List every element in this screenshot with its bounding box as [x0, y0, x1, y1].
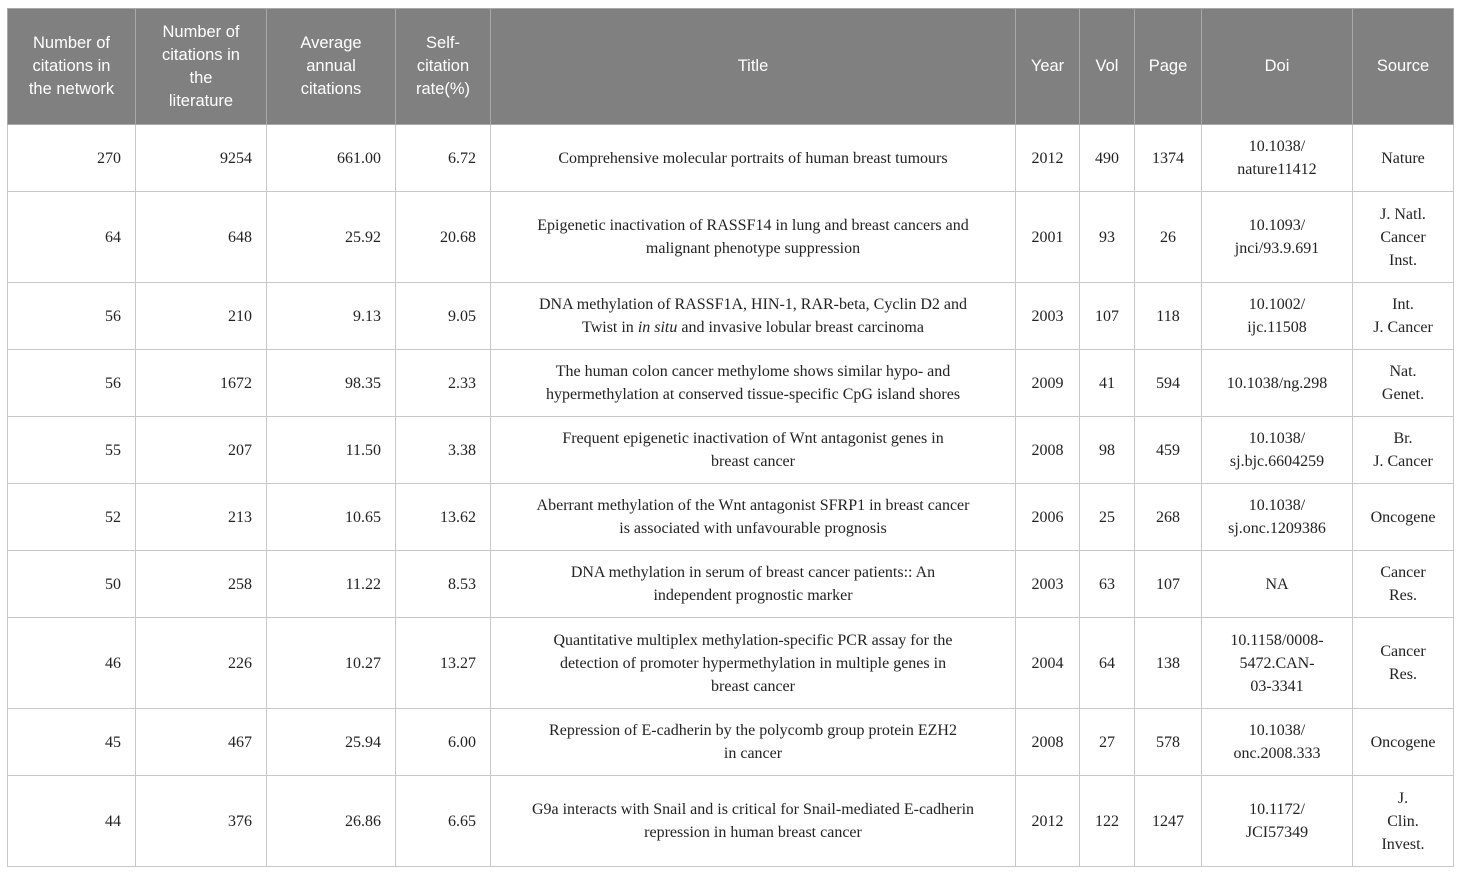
- doi-cell-line: ijc.11508: [1247, 319, 1307, 336]
- header-line: Year: [1030, 57, 1065, 75]
- title-segment: and invasive lobular breast carcinoma: [677, 319, 924, 336]
- average-annual-cell: 26.86: [267, 776, 396, 867]
- year-cell: 2012: [1016, 776, 1080, 867]
- title-cell: [491, 125, 1016, 192]
- title-segment: detection of promoter hypermethylation in multiple genes in: [559, 654, 947, 672]
- network-citations-cell: 56: [8, 350, 136, 417]
- header-page: [1135, 9, 1202, 125]
- literature-citations-cell: 226: [136, 618, 267, 709]
- title-cell: [491, 618, 1016, 709]
- header-self-citation-rate: [396, 9, 491, 125]
- table-row: [8, 192, 1454, 283]
- table-row: [8, 283, 1454, 350]
- title-segment: hypermethylation at conserved tissue-specific CpG island shores: [545, 386, 961, 403]
- header-year: [1016, 9, 1080, 125]
- year-cell: 2009: [1016, 350, 1080, 417]
- network-citations-cell: 270: [8, 125, 136, 192]
- header-source: [1353, 9, 1454, 125]
- title-segment: breast cancer: [711, 677, 795, 695]
- year-cell: 2001: [1016, 192, 1080, 283]
- header-line: Number of: [162, 22, 240, 41]
- doi-cell-line: NA: [1265, 575, 1289, 593]
- literature-citations-cell: 467: [136, 709, 267, 776]
- vol-cell: 25: [1080, 484, 1135, 551]
- header-line: Self-: [426, 34, 460, 52]
- header-line: Average: [300, 34, 362, 52]
- network-citations-cell: 56: [8, 283, 136, 350]
- title-segment: Repression of E-cadherin by the polycomb group protein EZH2: [549, 722, 957, 739]
- header-line: literature: [168, 91, 234, 110]
- title-line: [509, 316, 997, 339]
- doi-cell: [1202, 125, 1353, 192]
- doi-cell: [1202, 484, 1353, 551]
- literature-citations-cell: 213: [136, 484, 267, 551]
- table-row: [8, 776, 1454, 867]
- source-cell-line: Cancer: [1380, 643, 1426, 660]
- title-line: [509, 517, 997, 540]
- source-cell-line: Res.: [1389, 666, 1417, 683]
- doi-cell-line: 10.1038/: [1248, 497, 1306, 514]
- source-cell-line: Inst.: [1389, 251, 1417, 269]
- network-citations-cell: 52: [8, 484, 136, 551]
- vol-cell: 490: [1080, 125, 1135, 192]
- page-cell: 1374: [1135, 125, 1202, 192]
- title-line: [509, 719, 997, 742]
- title-cell: [491, 551, 1016, 618]
- source-cell-line: J.: [1397, 789, 1409, 807]
- table-row: [8, 125, 1454, 192]
- source-cell: [1353, 484, 1454, 551]
- source-cell: [1353, 417, 1454, 484]
- source-cell-line: J. Cancer: [1373, 453, 1433, 470]
- vol-cell: 93: [1080, 192, 1135, 283]
- source-cell-line: Int.: [1392, 296, 1414, 313]
- year-cell: 2008: [1016, 709, 1080, 776]
- title-segment: Frequent epigenetic inactivation of Wnt antagonist genes in: [562, 430, 944, 447]
- source-cell-line: J. Cancer: [1373, 319, 1433, 336]
- header-line: the: [189, 68, 213, 87]
- doi-cell-line: nature11412: [1237, 161, 1317, 178]
- average-annual-cell: 661.00: [267, 125, 396, 192]
- self-citation-rate-cell: 6.00: [396, 709, 491, 776]
- doi-cell: [1202, 618, 1353, 709]
- header-row: [8, 9, 1454, 125]
- doi-cell-line: jnci/93.9.691: [1234, 240, 1320, 257]
- doi-cell: [1202, 283, 1353, 350]
- title-line: [509, 494, 997, 517]
- source-cell-line: Br.: [1393, 430, 1413, 447]
- title-line: [509, 450, 997, 473]
- title-italic-segment: in situ: [637, 319, 678, 336]
- vol-cell: 63: [1080, 551, 1135, 618]
- title-segment: DNA methylation of RASSF1A, HIN-1, RAR-beta, Cyclin D2 and: [539, 296, 967, 313]
- average-annual-cell: 25.94: [267, 709, 396, 776]
- title-line: [509, 383, 997, 406]
- title-line: [509, 652, 997, 675]
- header-line: citation: [416, 57, 470, 75]
- title-line: [509, 214, 997, 237]
- title-cell: [491, 776, 1016, 867]
- title-line: [509, 629, 997, 652]
- header-line: Page: [1148, 57, 1188, 75]
- doi-cell: [1202, 417, 1353, 484]
- title-segment: The human colon cancer methylome shows similar hypo- and: [555, 363, 951, 380]
- source-cell: [1353, 283, 1454, 350]
- source-cell-line: J. Natl.: [1380, 205, 1426, 223]
- doi-cell-line: JCI57349: [1245, 824, 1309, 841]
- doi-cell-line: sj.onc.1209386: [1228, 520, 1326, 537]
- network-citations-cell: 55: [8, 417, 136, 484]
- title-line: [509, 675, 997, 698]
- vol-cell: 107: [1080, 283, 1135, 350]
- network-citations-cell: 64: [8, 192, 136, 283]
- source-cell: [1353, 709, 1454, 776]
- doi-cell-line: 5472.CAN-: [1239, 654, 1315, 672]
- header-line: annual: [306, 57, 356, 75]
- source-cell: [1353, 776, 1454, 867]
- header-line: the network: [28, 80, 115, 98]
- title-cell: [491, 192, 1016, 283]
- header-literature-citations: [136, 9, 267, 125]
- self-citation-rate-cell: 13.27: [396, 618, 491, 709]
- average-annual-cell: 9.13: [267, 283, 396, 350]
- title-segment: Aberrant methylation of the Wnt antagonist SFRP1 in breast cancer: [536, 497, 970, 514]
- literature-citations-cell: 258: [136, 551, 267, 618]
- title-segment: in cancer: [723, 745, 783, 762]
- doi-cell-line: 10.1158/0008-: [1230, 631, 1324, 649]
- table-row: [8, 618, 1454, 709]
- table-row: [8, 417, 1454, 484]
- title-segment: is associated with unfavourable prognosis: [619, 520, 887, 537]
- vol-cell: 64: [1080, 618, 1135, 709]
- source-cell: [1353, 618, 1454, 709]
- source-cell-line: Genet.: [1381, 386, 1425, 403]
- literature-citations-cell: 9254: [136, 125, 267, 192]
- source-cell-line: Cancer: [1380, 228, 1426, 246]
- source-cell-line: Oncogene: [1370, 508, 1436, 526]
- source-cell-line: Cancer: [1380, 564, 1426, 581]
- year-cell: 2006: [1016, 484, 1080, 551]
- self-citation-rate-cell: 9.05: [396, 283, 491, 350]
- title-line: [509, 821, 997, 844]
- title-line: [509, 360, 997, 383]
- header-line: citations in: [162, 45, 240, 64]
- table-row: [8, 484, 1454, 551]
- doi-cell-line: 10.1038/: [1248, 138, 1306, 155]
- page-cell: 138: [1135, 618, 1202, 709]
- header-line: Source: [1376, 57, 1430, 75]
- header-line: citations: [300, 80, 362, 98]
- title-segment: repression in human breast cancer: [644, 824, 862, 841]
- year-cell: 2008: [1016, 417, 1080, 484]
- title-cell: [491, 350, 1016, 417]
- title-cell: [491, 283, 1016, 350]
- network-citations-cell: 50: [8, 551, 136, 618]
- self-citation-rate-cell: 3.38: [396, 417, 491, 484]
- title-line: [509, 798, 997, 821]
- average-annual-cell: 11.22: [267, 551, 396, 618]
- header-vol: [1080, 9, 1135, 125]
- title-segment: G9a interacts with Snail and is critical for Snail-mediated E-cadherin: [531, 801, 975, 818]
- source-cell: [1353, 192, 1454, 283]
- header-network-citations: [8, 9, 136, 125]
- average-annual-cell: 25.92: [267, 192, 396, 283]
- doi-cell: [1202, 350, 1353, 417]
- title-segment: independent prognostic marker: [653, 587, 853, 604]
- title-line: [509, 427, 997, 450]
- table-row: [8, 350, 1454, 417]
- title-segment: Comprehensive molecular portraits of human breast tumours: [558, 149, 948, 167]
- literature-citations-cell: 648: [136, 192, 267, 283]
- literature-citations-cell: 210: [136, 283, 267, 350]
- doi-cell-line: 10.1002/: [1248, 296, 1306, 313]
- header-doi: [1202, 9, 1353, 125]
- source-cell: [1353, 350, 1454, 417]
- doi-cell-line: sj.bjc.6604259: [1229, 453, 1325, 470]
- vol-cell: 98: [1080, 417, 1135, 484]
- literature-citations-cell: 1672: [136, 350, 267, 417]
- header-line: Vol: [1095, 57, 1119, 75]
- self-citation-rate-cell: 6.72: [396, 125, 491, 192]
- title-line: [509, 237, 997, 260]
- network-citations-cell: 44: [8, 776, 136, 867]
- doi-cell-line: 10.1038/: [1248, 722, 1306, 739]
- title-cell: [491, 484, 1016, 551]
- header-average-annual: [267, 9, 396, 125]
- doi-cell: [1202, 776, 1353, 867]
- header-line: citations in: [32, 57, 111, 75]
- source-cell-line: Nature: [1381, 149, 1425, 167]
- citation-table: [7, 8, 1454, 867]
- doi-cell-line: 10.1038/: [1248, 430, 1306, 447]
- page-cell: 578: [1135, 709, 1202, 776]
- self-citation-rate-cell: 2.33: [396, 350, 491, 417]
- table-body: [8, 125, 1454, 867]
- doi-cell: [1202, 551, 1353, 618]
- doi-cell-line: onc.2008.333: [1233, 745, 1321, 762]
- title-line: [509, 147, 997, 170]
- page-cell: 107: [1135, 551, 1202, 618]
- year-cell: 2004: [1016, 618, 1080, 709]
- source-cell-line: Res.: [1389, 587, 1417, 604]
- header-line: rate(%): [415, 80, 471, 98]
- source-cell: [1353, 551, 1454, 618]
- page-cell: 1247: [1135, 776, 1202, 867]
- page-cell: 459: [1135, 417, 1202, 484]
- title-segment: malignant phenotype suppression: [645, 240, 861, 257]
- header-line: Doi: [1264, 57, 1290, 75]
- title-line: [509, 742, 997, 765]
- doi-cell-line: 10.1093/: [1248, 217, 1306, 234]
- literature-citations-cell: 207: [136, 417, 267, 484]
- header-title: [491, 9, 1016, 125]
- source-cell-line: Oncogene: [1370, 733, 1436, 751]
- year-cell: 2003: [1016, 551, 1080, 618]
- title-segment: DNA methylation in serum of breast cancer patients:: An: [570, 564, 936, 581]
- title-line: [509, 293, 997, 316]
- self-citation-rate-cell: 13.62: [396, 484, 491, 551]
- doi-cell-line: 10.1172/: [1249, 801, 1305, 818]
- average-annual-cell: 98.35: [267, 350, 396, 417]
- network-citations-cell: 46: [8, 618, 136, 709]
- average-annual-cell: 11.50: [267, 417, 396, 484]
- year-cell: 2012: [1016, 125, 1080, 192]
- doi-cell: [1202, 709, 1353, 776]
- source-cell-line: Nat.: [1389, 363, 1417, 380]
- title-segment: Epigenetic inactivation of RASSF14 in lung and breast cancers and: [537, 217, 969, 234]
- doi-cell-line: 10.1038/ng.298: [1226, 374, 1328, 392]
- source-cell: [1353, 125, 1454, 192]
- page-cell: 26: [1135, 192, 1202, 283]
- title-line: [509, 561, 997, 584]
- table-row: [8, 551, 1454, 618]
- header-line: Title: [737, 57, 769, 75]
- vol-cell: 122: [1080, 776, 1135, 867]
- doi-cell-line: 03-3341: [1250, 677, 1304, 695]
- table-row: [8, 709, 1454, 776]
- header-line: Number of: [32, 34, 111, 52]
- page-cell: 594: [1135, 350, 1202, 417]
- average-annual-cell: 10.65: [267, 484, 396, 551]
- doi-cell: [1202, 192, 1353, 283]
- title-segment: Twist in: [582, 319, 638, 336]
- self-citation-rate-cell: 6.65: [396, 776, 491, 867]
- average-annual-cell: 10.27: [267, 618, 396, 709]
- literature-citations-cell: 376: [136, 776, 267, 867]
- title-segment: Quantitative multiplex methylation-specific PCR assay for the: [553, 631, 953, 649]
- source-cell-line: Invest.: [1381, 835, 1425, 853]
- title-segment: breast cancer: [711, 453, 795, 470]
- title-line: [509, 584, 997, 607]
- title-cell: [491, 417, 1016, 484]
- self-citation-rate-cell: 8.53: [396, 551, 491, 618]
- title-cell: [491, 709, 1016, 776]
- page-cell: 268: [1135, 484, 1202, 551]
- source-cell-line: Clin.: [1387, 812, 1419, 830]
- table-header: [8, 9, 1454, 125]
- page-cell: 118: [1135, 283, 1202, 350]
- self-citation-rate-cell: 20.68: [396, 192, 491, 283]
- vol-cell: 41: [1080, 350, 1135, 417]
- year-cell: 2003: [1016, 283, 1080, 350]
- vol-cell: 27: [1080, 709, 1135, 776]
- network-citations-cell: 45: [8, 709, 136, 776]
